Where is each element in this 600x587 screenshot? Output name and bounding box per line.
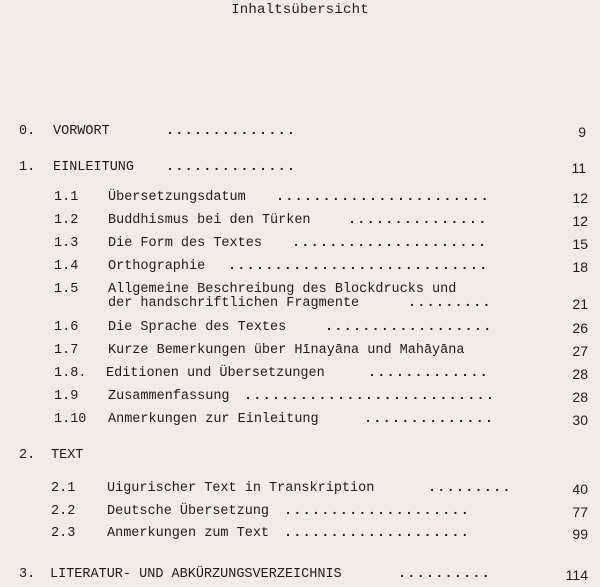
toc-number: 1.10 (54, 412, 87, 427)
toc-leader-dots: .................... (284, 526, 471, 541)
toc-number: 1.1 (54, 190, 79, 205)
toc-number: 3. (19, 567, 36, 582)
toc-page-number: 9 (578, 124, 586, 140)
toc-leader-dots: .............. (364, 412, 495, 427)
toc-label: Buddhismus bei den Türken (108, 213, 311, 228)
toc-label: Anmerkungen zum Text (107, 526, 270, 541)
toc-leader-dots: ..................... (292, 236, 488, 251)
toc-label: VORWORT (53, 124, 110, 139)
toc-label: Allgemeine Beschreibung des Blockdrucks und (108, 282, 457, 297)
toc-page-number: 27 (572, 343, 588, 359)
toc-page-number: 15 (572, 236, 588, 252)
toc-leader-dots: .................... (284, 504, 471, 519)
toc-number: 1.5 (54, 282, 79, 297)
toc-page-number: 18 (572, 259, 588, 275)
toc-page-number: 40 (572, 481, 588, 497)
toc-page-number: 12 (572, 213, 588, 229)
toc-label-line2: der handschriftlichen Fragmente (108, 296, 360, 311)
toc-label: Uigurischer Text in Transkription (107, 481, 375, 496)
toc-label: EINLEITUNG (53, 160, 135, 175)
toc-leader-dots: .............. (166, 160, 297, 175)
toc-leader-dots: ............. (368, 366, 489, 381)
toc-number: 1. (19, 160, 36, 175)
toc-label: Deutsche Übersetzung (107, 504, 270, 519)
toc-leader-dots: .................. (325, 320, 493, 335)
toc-page-number: 114 (565, 567, 588, 583)
toc-leader-dots: ............... (348, 213, 488, 228)
toc-number: 2.2 (51, 504, 76, 519)
toc-label: Anmerkungen zur Einleitung (108, 412, 319, 427)
toc-page-number: 77 (572, 504, 588, 520)
toc-label: Editionen und Übersetzungen (106, 366, 325, 381)
toc-leader-dots: .............. (166, 124, 297, 139)
toc-page-number: 99 (572, 526, 588, 542)
toc-leader-dots: ............................ (228, 259, 489, 274)
toc-number: 1.4 (54, 259, 79, 274)
toc-leader-dots: ......... (428, 481, 512, 496)
toc-label: TEXT (51, 448, 84, 463)
toc-label: Kurze Bemerkungen über Hīnayāna und Mahāyāna (108, 343, 465, 358)
toc-page-number: 21 (572, 296, 588, 312)
toc-number: 1.7 (54, 343, 79, 358)
toc-label: LITERATUR- UND ABKÜRZUNGSVERZEICHNIS (50, 567, 342, 582)
toc-leader-dots: ........................... (244, 389, 496, 404)
toc-number: 1.9 (54, 389, 79, 404)
toc-number: 1.6 (54, 320, 79, 335)
toc-number: 2. (19, 448, 36, 463)
toc-page-number: 26 (572, 320, 588, 336)
toc-number: 1.3 (54, 236, 79, 251)
toc-label: Übersetzungsdatum (108, 190, 246, 205)
toc-number: 1.8. (54, 366, 87, 381)
toc-number: 0. (19, 124, 36, 139)
toc-page-number: 11 (571, 160, 586, 176)
toc-number: 2.3 (51, 526, 76, 541)
toc-label: Die Form des Textes (108, 236, 262, 251)
toc-page-number: 12 (572, 190, 588, 206)
toc-page-number: 28 (572, 366, 588, 382)
toc-leader-dots: .......... (398, 567, 492, 582)
toc-page-number: 30 (572, 412, 588, 428)
toc-label: Zusammenfassung (108, 389, 230, 404)
toc-page-number: 28 (572, 389, 588, 405)
toc-label: Orthographie (108, 259, 206, 274)
toc-leader-dots: ....................... (276, 190, 490, 205)
toc-number: 1.2 (54, 213, 79, 228)
toc-label: Die Sprache des Textes (108, 320, 287, 335)
toc-number: 2.1 (51, 481, 76, 496)
toc-leader-dots: ......... (408, 296, 492, 311)
page-title: Inhaltsübersicht (231, 2, 369, 18)
